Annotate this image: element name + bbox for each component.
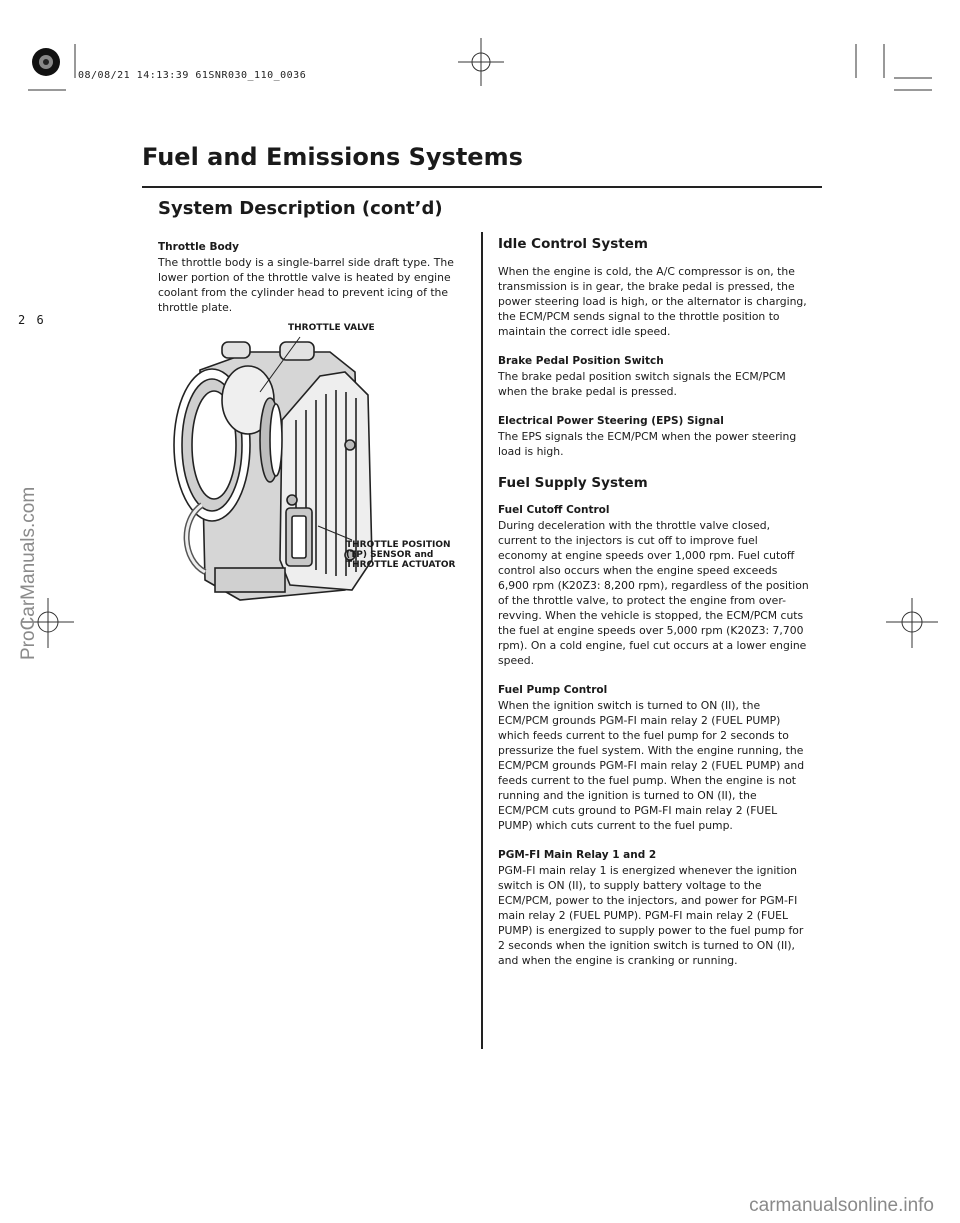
throttle-body-text: The throttle body is a single-barrel side draft type. The lower portion of the throttle valve is heated by engine coolant from the cylinder head to prevent icing of the throttle plate. [158,256,454,314]
label-tp-sensor-line-3: THROTTLE ACTUATOR [346,560,456,570]
side-watermark: ProCarManuals.com [18,486,39,660]
throttle-body-heading: Throttle Body [158,241,240,253]
idle-control-heading: Idle Control System [498,236,648,252]
fuel-cutoff-text: During deceleration with the throttle valve closed, current to the injectors is cut off to improve fuel economy at engine speeds over 1,000 rpm. Fuel cutoff control also occurs when the engine speed exceeds 6,900 rpm (K20Z3: 8,200 rpm), regardless of the position of the throttle valve, to protect the engine from over-revving. When the vehicle is stopped, the ECM/PCM cuts the fuel at engine speeds over 5,000 rpm (K20Z3: 7,700 rpm). On a cold engine, fuel cut occurs at a lower engine speed. [498,519,809,667]
fuel-supply-heading: Fuel Supply System [498,475,648,491]
right-column [498,236,810,968]
section-subtitle: System Description (cont’d) [158,198,443,219]
main-relay-text: PGM-FI main relay 1 is energized whenever the ignition switch is ON (II), to supply battery voltage to the ECM/PCM, power to the injectors, and power for PGM-FI main relay 2 (FUEL PUMP). PGM-FI main relay 2 (FUEL PUMP) is energized to supply power to the fuel pump for 2 seconds when the ignition switch is turned to ON (II), and when the engine is cranking or running. [498,864,804,967]
page-title: Fuel and Emissions Systems [142,143,523,171]
print-stamp: 08/08/21 14:13:39 61SNR030_110_0036 [78,70,307,81]
footer-watermark: carmanualsonline.info [749,1195,934,1216]
fuel-pump-heading: Fuel Pump Control [498,684,608,696]
idle-control-text: When the engine is cold, the A/C compressor is on, the transmission is in gear, the brake pedal is pressed, the power steering load is high, or the alternator is charging, the ECM/PCM sends signal to the throttle position to maintain the correct idle speed. [498,265,807,338]
brake-switch-text: The brake pedal position switch signals the ECM/PCM when the brake pedal is pressed. [498,370,786,398]
fuel-pump-text: When the ignition switch is turned to ON (II), the ECM/PCM grounds PGM-FI main relay 2 (FUEL PUMP) which feeds current to the fuel pump for 2 seconds to pressurize the fuel system. With the engine running, the ECM/PCM grounds PGM-FI main relay 2 (FUEL PUMP) and feeds current to the fuel pump. When the engine is not running and the ignition is turned to ON (II), the ECM/PCM cuts ground to PGM-FI main relay 2 (FUEL PUMP) which cuts current to the fuel pump. [498,699,805,832]
main-relay-heading: PGM-FI Main Relay 1 and 2 [498,849,657,861]
brake-switch-heading: Brake Pedal Position Switch [498,355,664,367]
label-tp-sensor-line-2: (TP) SENSOR and [346,550,434,560]
label-throttle-valve: THROTTLE VALVE [288,323,375,333]
page-number: 2 6 [18,313,46,327]
eps-signal-text: The EPS signals the ECM/PCM when the power steering load is high. [498,430,797,458]
label-tp-sensor [346,540,455,570]
eps-signal-heading: Electrical Power Steering (EPS) Signal [498,415,724,427]
label-tp-sensor-line-1: THROTTLE POSITION [346,540,451,550]
fuel-cutoff-heading: Fuel Cutoff Control [498,504,610,516]
